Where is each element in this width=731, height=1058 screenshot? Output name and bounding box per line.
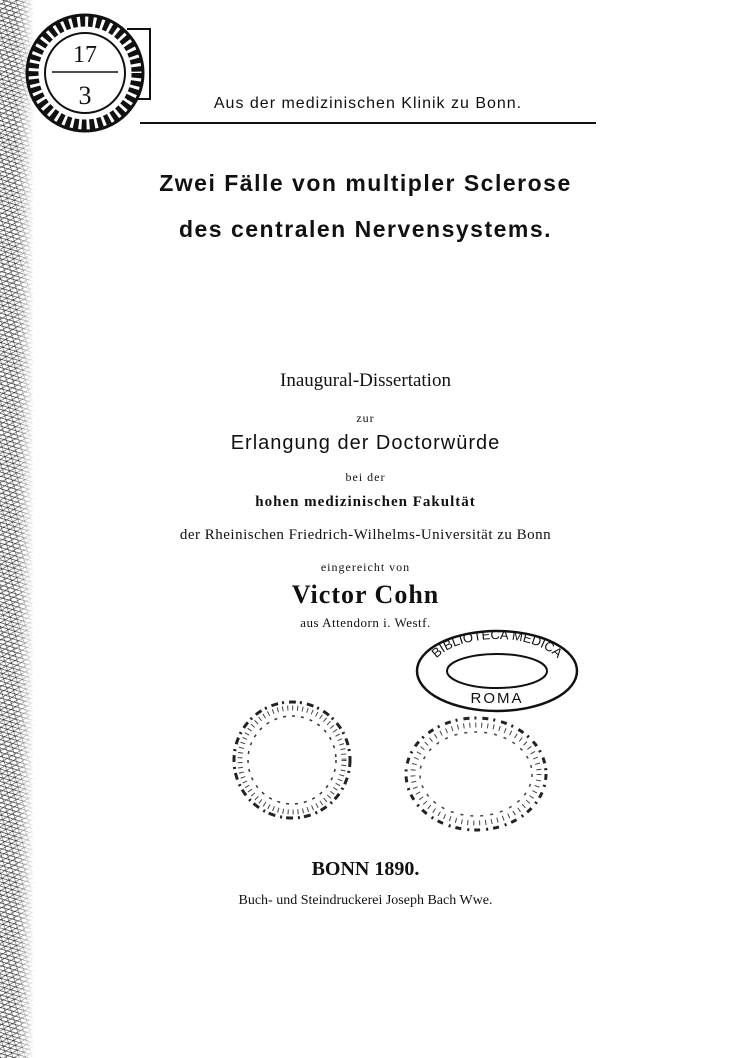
- faint-round-stamp-right: [400, 712, 552, 836]
- title-line-1: Zwei Fälle von multipler Sclerose: [159, 170, 572, 196]
- institution-header: Aus der medizinischen Klinik zu Bonn.: [213, 95, 523, 112]
- dissertation-zur: zur: [356, 411, 375, 425]
- roma-stamp-ring-text: BIBLIOTECA MEDICA: [428, 626, 566, 661]
- roma-stamp-city: ROMA: [470, 690, 524, 707]
- imprint-printer: Buch- und Steindruckerei Joseph Bach Wwe.: [238, 893, 493, 908]
- roma-library-stamp: [412, 625, 582, 713]
- header-rule: [140, 122, 596, 124]
- dissertation-university: der Rheinischen Friedrich-Wilhelms-Universität zu Bonn: [179, 527, 552, 543]
- dissertation-faculty: hohen medizinischen Fakultät: [255, 494, 476, 510]
- dissertation-bei-der: bei der: [345, 470, 386, 484]
- library-number-bottom: 3: [78, 81, 92, 110]
- library-number-top: 17: [73, 42, 97, 68]
- dissertation-purpose: Erlangung der Doctorwürde: [230, 432, 501, 454]
- dissertation-submitted: eingereicht von: [320, 560, 411, 574]
- author-origin: aus Attendorn i. Westf.: [300, 615, 431, 630]
- author-name: Victor Cohn: [291, 580, 440, 609]
- dissertation-type: Inaugural-Dissertation: [280, 370, 451, 391]
- faint-round-stamp-left: [228, 696, 356, 824]
- shelf-mark-box: [127, 28, 151, 100]
- title-line-2: des centralen Nervensystems.: [178, 216, 553, 242]
- imprint-place-year: BONN 1890.: [311, 858, 420, 880]
